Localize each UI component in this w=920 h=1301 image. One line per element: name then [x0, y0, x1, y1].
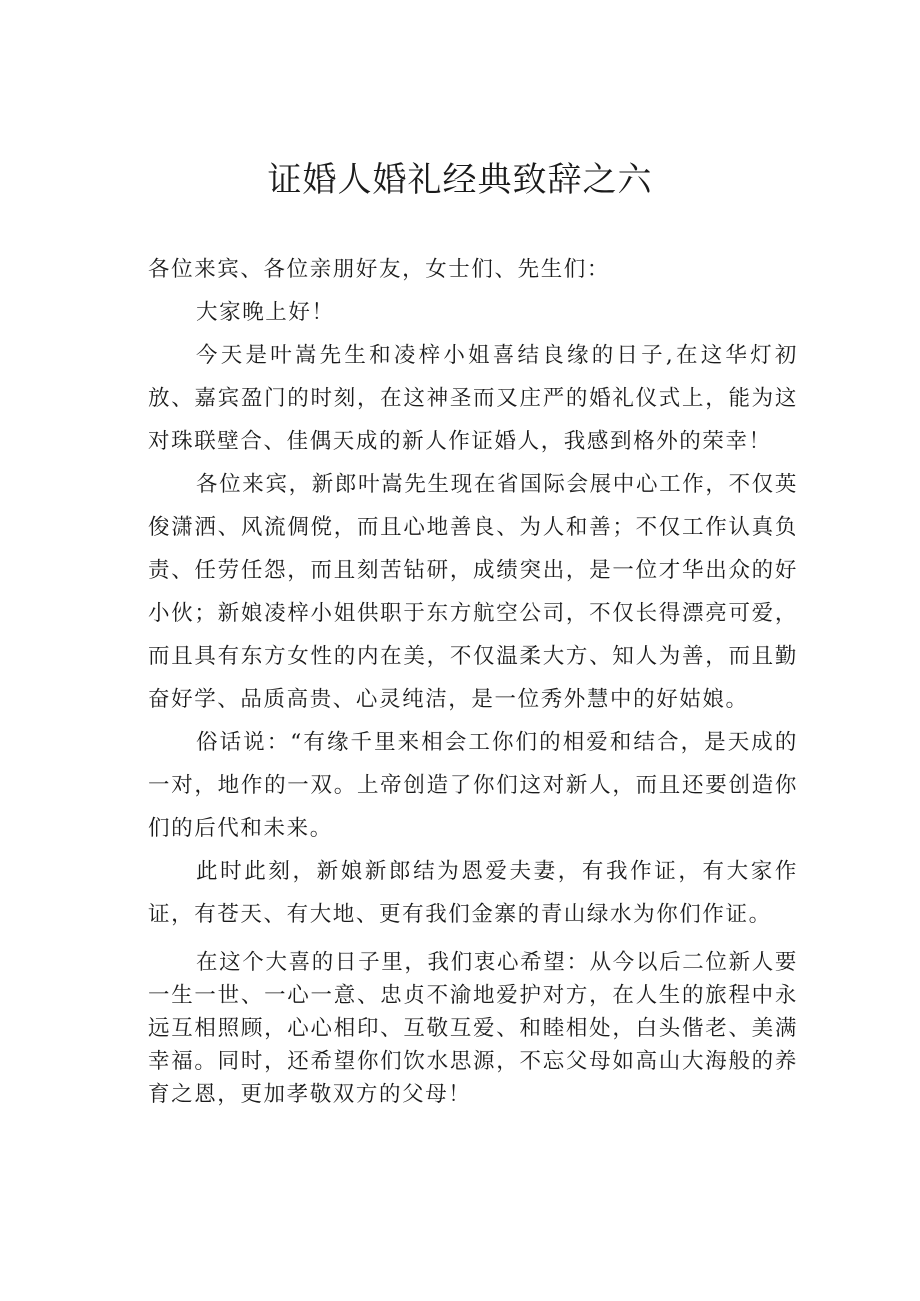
document-title: 证婚人婚礼经典致辞之六 — [267, 160, 653, 200]
greeting: 大家晚上好！ — [196, 300, 335, 325]
paragraph-1: 今天是叶嵩先生和凌梓小姐喜结良缘的日子,在这华灯初放、嘉宾盈门的时刻，在这神圣而又庄严的婚礼仪式上，能为这对珠联壁合、佳偶天成的新人作证婚人，我感到格外的荣幸！ — [148, 343, 798, 454]
paragraph-2: 各位来宾，新郎叶嵩先生现在省国际会展中心工作，不仅英俊潇洒、风流倜傥，而且心地善良、为人和善；不仅工作认真负责、任劳任怨，而且刻苦钻研，成绩突出，是一位才华出众的好小伙；新娘凌梓小姐供职于东方航空公司，不仅长得漂亮可爱，而且具有东方女性的内在美，不仅温柔大方、知人为善，而且勤奋好学、品质高贵、心灵纯洁，是一位秀外慧中的好姑娘。 — [148, 472, 798, 712]
salutation: 各位来宾、各位亲朋好友，女士们、先生们： — [148, 257, 611, 282]
paragraph-4: 此时此刻，新娘新郎结为恩爱夫妻，有我作证，有大家作证，有苍天、有大地、更有我们金寨的青山绿水为你们作证。 — [148, 859, 798, 927]
paragraph-3: 俗话说：“有缘千里来相会工你们的相爱和结合，是天成的一对，地作的一双。上帝创造了你们这对新人，而且还要创造你们的后代和未来。 — [148, 730, 798, 841]
paragraph-5: 在这个大喜的日子里，我们衷心希望：从今以后二位新人要一生一世、一心一意、忠贞不渝地爱护对方，在人生的旅程中永远互相照顾，心心相印、互敬互爱、和睦相处，白头偕老、美满幸福。同时，还希望你们饮水思源，不忘父母如高山大海般的养育之恩，更加孝敬双方的父母！ — [148, 950, 798, 1107]
